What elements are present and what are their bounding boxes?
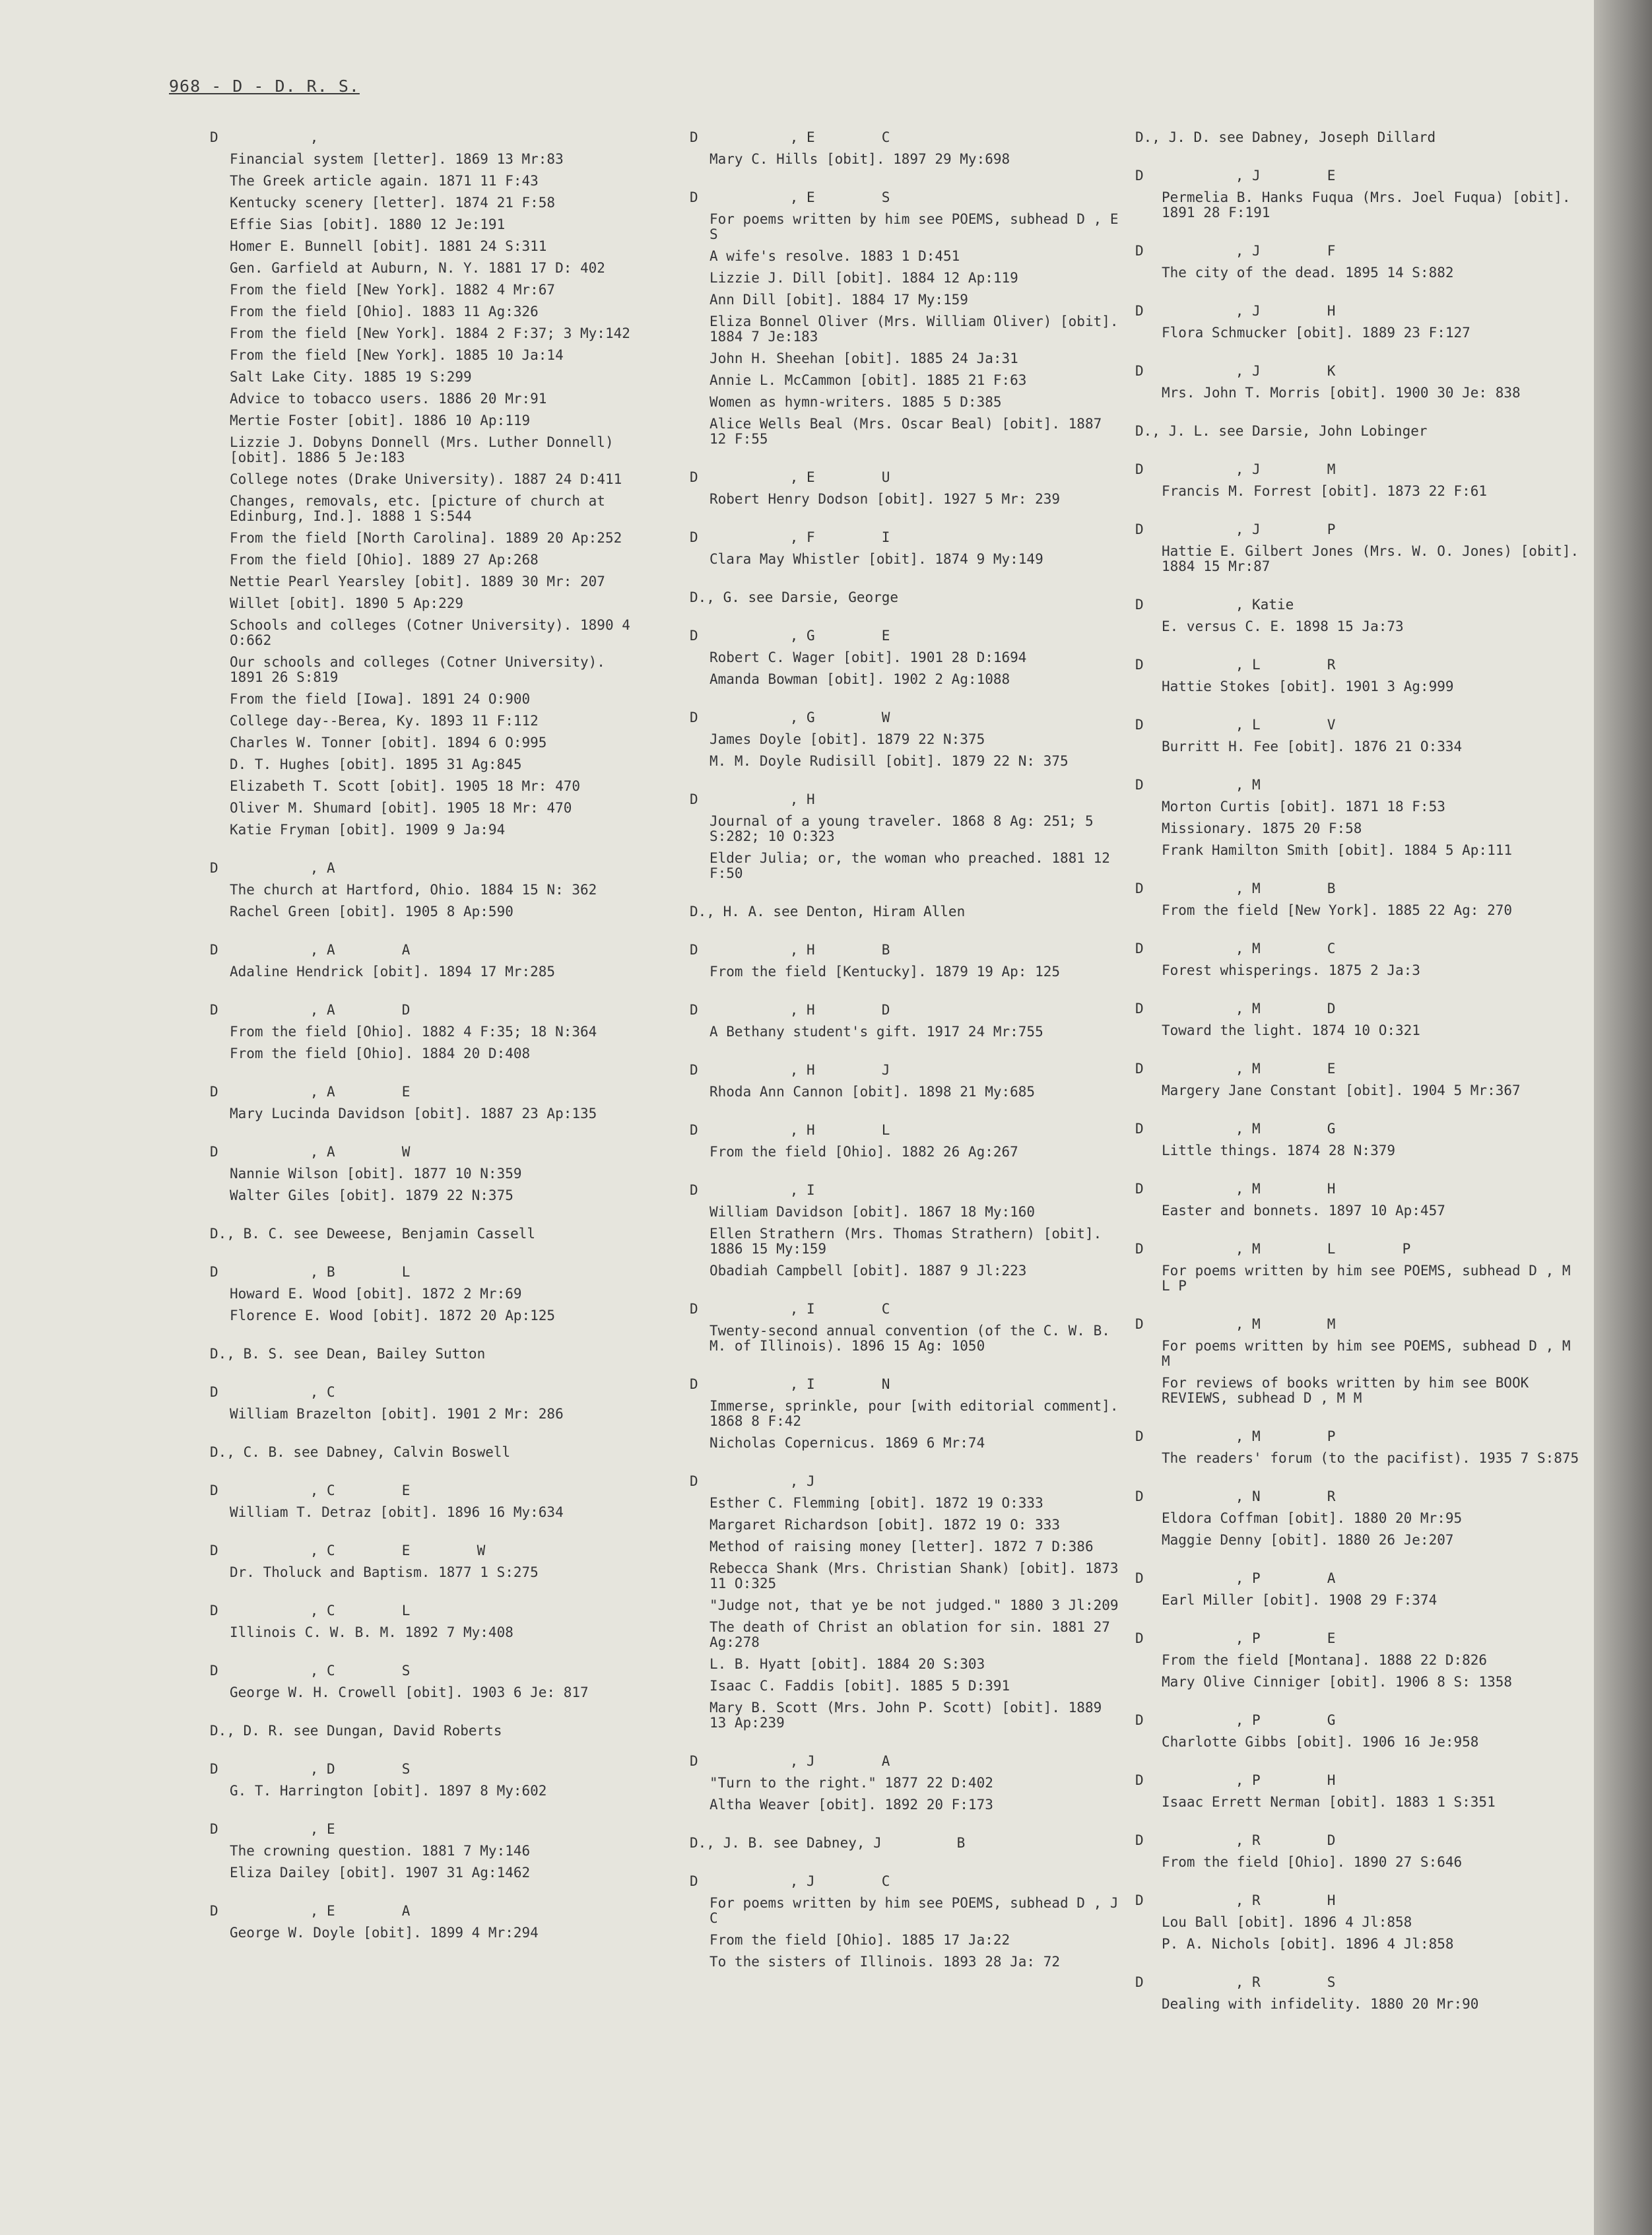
- entry-heading: D , A A: [210, 942, 411, 958]
- citation-line: Mary C. Hills [obit]. 1897 29 My:698: [710, 151, 1010, 167]
- citation-line: Illinois C. W. B. M. 1892 7 My:408: [230, 1624, 513, 1640]
- citation-line: Robert C. Wager [obit]. 1901 28 D:1694: [710, 650, 1027, 665]
- index-entry: [210, 1483, 645, 1520]
- citation-line: The readers' forum (to the pacifist). 1935 7 S:875: [1162, 1450, 1579, 1466]
- index-entry: [210, 1663, 645, 1700]
- citation-line: Willet [obit]. 1890 5 Ap:229: [230, 595, 464, 611]
- entry-heading: D , C L: [210, 1603, 411, 1618]
- index-entry: [210, 860, 645, 919]
- entry-heading: D., C. B. see Dabney, Calvin Boswell: [210, 1444, 511, 1460]
- citation-line: For reviews of books written by him see BOOK REVIEWS, subhead D , M M: [1162, 1375, 1529, 1406]
- citation-line: Francis M. Forrest [obit]. 1873 22 F:61: [1162, 483, 1488, 499]
- entry-heading: D , I N: [690, 1376, 890, 1392]
- entry-heading: D , J E: [1135, 168, 1336, 183]
- index-entry: [1135, 941, 1584, 978]
- index-entry: [690, 1002, 1125, 1040]
- citation-line: Ann Dill [obit]. 1884 17 My:159: [710, 292, 968, 308]
- entry-heading: D , M M: [1135, 1316, 1336, 1332]
- citation-line: From the field [New York]. 1885 22 Ag: 270: [1162, 902, 1513, 918]
- index-entry: [1135, 1832, 1584, 1870]
- entry-heading: D , M B: [1135, 881, 1336, 896]
- citation-line: Oliver M. Shumard [obit]. 1905 18 Mr: 470: [230, 800, 572, 816]
- entry-heading: D., J. D. see Dabney, Joseph Dillard: [1135, 129, 1436, 145]
- index-entry: [1135, 1772, 1584, 1810]
- entry-heading: D , H L: [690, 1122, 890, 1138]
- index-entry: [690, 529, 1125, 567]
- index-entry: [690, 1182, 1125, 1279]
- index-entry: [1135, 1892, 1584, 1952]
- entry-heading: D , E S: [690, 189, 890, 205]
- citation-line: William Davidson [obit]. 1867 18 My:160: [710, 1204, 1036, 1220]
- citation-line: The crowning question. 1881 7 My:146: [230, 1843, 531, 1859]
- citation-line: Clara May Whistler [obit]. 1874 9 My:149: [710, 551, 1043, 567]
- citation-line: Alice Wells Beal (Mrs. Oscar Beal) [obit]. 1887 12 F:55: [710, 416, 1102, 447]
- citation-line: Changes, removals, etc. [picture of church at Edinburg, Ind.]. 1888 1 S:544: [230, 493, 605, 524]
- entry-heading: D , M L P: [1135, 1241, 1411, 1257]
- citation-line: The city of the dead. 1895 14 S:882: [1162, 265, 1454, 281]
- citation-line: Twenty-second annual convention (of the C. W. B. M. of Illinois). 1896 15 Ag: 1050: [710, 1323, 1110, 1354]
- entry-heading: D , C E: [210, 1483, 411, 1498]
- entry-heading: D., J. L. see Darsie, John Lobinger: [1135, 423, 1428, 439]
- citation-line: From the field [Ohio]. 1883 11 Ag:326: [230, 304, 539, 319]
- citation-line: The death of Christ an oblation for sin. 1881 27 Ag:278: [710, 1619, 1110, 1650]
- citation-line: Financial system [letter]. 1869 13 Mr:83: [230, 151, 564, 167]
- citation-line: George W. H. Crowell [obit]. 1903 6 Je: 817: [230, 1685, 589, 1700]
- entry-heading: D , M C: [1135, 941, 1336, 956]
- citation-line: From the field [New York]. 1885 10 Ja:14: [230, 347, 564, 363]
- citation-line: Rebecca Shank (Mrs. Christian Shank) [obit]. 1873 11 O:325: [710, 1560, 1119, 1591]
- entry-heading: D , P H: [1135, 1772, 1336, 1788]
- citation-line: Eldora Coffman [obit]. 1880 20 Mr:95: [1162, 1510, 1463, 1526]
- index-entry: [690, 1376, 1125, 1451]
- index-entry: [210, 1603, 645, 1640]
- index-column-3: [1135, 129, 1584, 2034]
- citation-line: Missionary. 1875 20 F:58: [1162, 820, 1362, 836]
- citation-line: Charlotte Gibbs [obit]. 1906 16 Je:958: [1162, 1734, 1479, 1750]
- entry-heading: D , J: [690, 1473, 815, 1489]
- citation-line: For poems written by him see POEMS, subhead D , E S: [710, 211, 1119, 242]
- entry-heading: D , Katie: [1135, 597, 1294, 613]
- citation-line: Hattie Stokes [obit]. 1901 3 Ag:999: [1162, 679, 1454, 694]
- citation-line: From the field [Ohio]. 1882 26 Ag:267: [710, 1144, 1018, 1160]
- entry-heading: D , H D: [690, 1002, 890, 1018]
- citation-line: Salt Lake City. 1885 19 S:299: [230, 369, 472, 385]
- citation-line: Homer E. Bunnell [obit]. 1881 24 S:311: [230, 238, 547, 254]
- index-entry: [210, 1346, 645, 1362]
- entry-heading: D , J C: [690, 1873, 890, 1889]
- citation-line: Isaac Errett Nerman [obit]. 1883 1 S:351: [1162, 1794, 1496, 1810]
- citation-line: Burritt H. Fee [obit]. 1876 21 O:334: [1162, 739, 1463, 754]
- citation-line: Lizzie J. Dill [obit]. 1884 12 Ap:119: [710, 270, 1018, 286]
- citation-line: For poems written by him see POEMS, subhead D , M L P: [1162, 1263, 1571, 1294]
- citation-line: Eliza Bonnel Oliver (Mrs. William Oliver) [obit]. 1884 7 Je:183: [710, 314, 1119, 345]
- entry-heading: D , L R: [1135, 657, 1336, 673]
- citation-line: Maggie Denny [obit]. 1880 26 Je:207: [1162, 1532, 1454, 1548]
- index-entry: [210, 1002, 645, 1061]
- citation-line: "Judge not, that ye be not judged." 1880 3 Jl:209: [710, 1597, 1119, 1613]
- index-entry: [690, 628, 1125, 687]
- index-column-1: [210, 129, 645, 1963]
- entry-heading: D , N R: [1135, 1488, 1336, 1504]
- index-entry: [1135, 461, 1584, 499]
- citation-line: Elizabeth T. Scott [obit]. 1905 18 Mr: 470: [230, 778, 581, 794]
- citation-line: Lizzie J. Dobyns Donnell (Mrs. Luther Donnell) [obit]. 1886 5 Je:183: [230, 434, 614, 465]
- citation-line: Forest whisperings. 1875 2 Ja:3: [1162, 962, 1420, 978]
- index-entry: [690, 1753, 1125, 1813]
- index-column-2: [690, 129, 1125, 1992]
- index-entry: [210, 1761, 645, 1799]
- index-entry: [690, 1122, 1125, 1160]
- index-entry: [1135, 1001, 1584, 1038]
- citation-line: For poems written by him see POEMS, subhead D , M M: [1162, 1338, 1571, 1369]
- citation-line: Florence E. Wood [obit]. 1872 20 Ap:125: [230, 1308, 556, 1323]
- citation-line: Amanda Bowman [obit]. 1902 2 Ag:1088: [710, 671, 1010, 687]
- index-entry: [690, 1473, 1125, 1731]
- citation-line: Obadiah Campbell [obit]. 1887 9 Jl:223: [710, 1263, 1027, 1279]
- citation-line: From the field [Iowa]. 1891 24 O:900: [230, 691, 531, 707]
- citation-line: Mary Olive Cinniger [obit]. 1906 8 S: 1358: [1162, 1674, 1513, 1690]
- entry-heading: D , H J: [690, 1062, 890, 1078]
- citation-line: George W. Doyle [obit]. 1899 4 Mr:294: [230, 1925, 539, 1941]
- index-entry: [1135, 1488, 1584, 1548]
- citation-line: For poems written by him see POEMS, subhead D , J C: [710, 1895, 1119, 1926]
- entry-heading: D , L V: [1135, 717, 1336, 733]
- citation-line: Little things. 1874 28 N:379: [1162, 1143, 1396, 1158]
- citation-line: Margaret Richardson [obit]. 1872 19 O: 333: [710, 1517, 1061, 1533]
- citation-line: Mertie Foster [obit]. 1886 10 Ap:119: [230, 413, 531, 428]
- citation-line: Charles W. Tonner [obit]. 1894 6 O:995: [230, 735, 547, 751]
- index-entry: [1135, 303, 1584, 341]
- entry-heading: D., B. S. see Dean, Bailey Sutton: [210, 1346, 486, 1362]
- citation-line: Method of raising money [letter]. 1872 7 D:386: [710, 1539, 1094, 1554]
- entry-heading: D , A W: [210, 1144, 411, 1160]
- entry-heading: D , H: [690, 791, 815, 807]
- citation-line: Rhoda Ann Cannon [obit]. 1898 21 My:685: [710, 1084, 1036, 1100]
- citation-line: Katie Fryman [obit]. 1909 9 Ja:94: [230, 822, 506, 838]
- index-entry: [210, 1226, 645, 1242]
- index-entry: [690, 791, 1125, 881]
- citation-line: Mrs. John T. Morris [obit]. 1900 30 Je: 838: [1162, 385, 1521, 401]
- citation-line: Advice to tobacco users. 1886 20 Mr:91: [230, 391, 547, 407]
- citation-line: To the sisters of Illinois. 1893 28 Ja: 72: [710, 1954, 1061, 1970]
- index-entry: [210, 1264, 645, 1323]
- index-entry: [690, 1062, 1125, 1100]
- page-header: 968 - D - D. R. S.: [169, 77, 360, 96]
- index-entry: [1135, 521, 1584, 574]
- citation-line: G. T. Harrington [obit]. 1897 8 My:602: [230, 1783, 547, 1799]
- entry-heading: D , C E W: [210, 1543, 486, 1558]
- index-entry: [1135, 243, 1584, 281]
- index-entry: [690, 1301, 1125, 1354]
- entry-heading: D , E: [210, 1821, 335, 1837]
- citation-line: From the field [Ohio]. 1882 4 F:35; 18 N:364: [230, 1024, 597, 1040]
- entry-heading: D , R D: [1135, 1832, 1336, 1848]
- index-entry: [1135, 597, 1584, 634]
- citation-line: Adaline Hendrick [obit]. 1894 17 Mr:285: [230, 964, 556, 980]
- citation-line: Journal of a young traveler. 1868 8 Ag: 251; 5 S:282; 10 O:323: [710, 813, 1094, 844]
- index-entry: [1135, 1121, 1584, 1158]
- index-entry: [1135, 777, 1584, 858]
- citation-line: Lou Ball [obit]. 1896 4 Jl:858: [1162, 1914, 1412, 1930]
- entry-heading: D , H B: [690, 942, 890, 958]
- index-entry: [690, 589, 1125, 605]
- index-entry: [210, 129, 645, 838]
- book-spine-shadow: [1594, 0, 1652, 2235]
- entry-heading: D , E A: [210, 1903, 411, 1919]
- entry-heading: D , E U: [690, 469, 890, 485]
- citation-line: The church at Hartford, Ohio. 1884 15 N: 362: [230, 882, 597, 898]
- index-entry: [210, 1723, 645, 1739]
- citation-line: From the field [Montana]. 1888 22 D:826: [1162, 1652, 1488, 1668]
- index-entry: [1135, 1316, 1584, 1406]
- entry-heading: D , E C: [690, 129, 890, 145]
- citation-line: John H. Sheehan [obit]. 1885 24 Ja:31: [710, 350, 1018, 366]
- entry-heading: D , A: [210, 860, 335, 876]
- citation-line: From the field [Ohio]. 1889 27 Ap:268: [230, 552, 539, 568]
- citation-line: Our schools and colleges (Cotner University). 1891 26 S:819: [230, 654, 605, 685]
- citation-line: From the field [New York]. 1884 2 F:37; 3 My:142: [230, 325, 630, 341]
- citation-line: Eliza Dailey [obit]. 1907 31 Ag:1462: [230, 1865, 531, 1881]
- index-entry: [690, 942, 1125, 980]
- citation-line: Rachel Green [obit]. 1905 8 Ap:590: [230, 904, 513, 919]
- citation-line: Flora Schmucker [obit]. 1889 23 F:127: [1162, 325, 1470, 341]
- index-entry: [1135, 423, 1584, 439]
- index-entry: [1135, 1974, 1584, 2012]
- entry-heading: D , I: [690, 1182, 815, 1198]
- entry-heading: D , G W: [690, 710, 890, 725]
- citation-line: Esther C. Flemming [obit]. 1872 19 O:333: [710, 1495, 1043, 1511]
- citation-line: College notes (Drake University). 1887 24 D:411: [230, 471, 622, 487]
- citation-line: Nicholas Copernicus. 1869 6 Mr:74: [710, 1435, 985, 1451]
- index-entry: [210, 942, 645, 980]
- entry-heading: D , J H: [1135, 303, 1336, 319]
- citation-line: Morton Curtis [obit]. 1871 18 F:53: [1162, 799, 1445, 815]
- citation-line: Annie L. McCammon [obit]. 1885 21 F:63: [710, 372, 1027, 388]
- entry-heading: D ,: [210, 129, 319, 145]
- entry-heading: D., D. R. see Dungan, David Roberts: [210, 1723, 502, 1739]
- citation-line: Walter Giles [obit]. 1879 22 N:375: [230, 1187, 513, 1203]
- index-entry: [210, 1144, 645, 1203]
- citation-line: Margery Jane Constant [obit]. 1904 5 Mr:367: [1162, 1083, 1521, 1098]
- citation-line: From the field [Ohio]. 1884 20 D:408: [230, 1046, 531, 1061]
- citation-line: Effie Sias [obit]. 1880 12 Je:191: [230, 217, 506, 232]
- index-entry: [1135, 717, 1584, 754]
- entry-heading: D , A E: [210, 1084, 411, 1100]
- citation-line: Elder Julia; or, the woman who preached. 1881 12 F:50: [710, 850, 1110, 881]
- entry-heading: D , D S: [210, 1761, 411, 1777]
- citation-line: Dr. Tholuck and Baptism. 1877 1 S:275: [230, 1564, 539, 1580]
- citation-line: From the field [Ohio]. 1890 27 S:646: [1162, 1854, 1463, 1870]
- entry-heading: D , G E: [690, 628, 890, 644]
- citation-line: A wife's resolve. 1883 1 D:451: [710, 248, 960, 264]
- citation-line: A Bethany student's gift. 1917 24 Mr:755: [710, 1024, 1043, 1040]
- citation-line: The Greek article again. 1871 11 F:43: [230, 173, 539, 189]
- citation-line: James Doyle [obit]. 1879 22 N:375: [710, 731, 985, 747]
- entry-heading: D , C S: [210, 1663, 411, 1679]
- index-entry: [1135, 1630, 1584, 1690]
- entry-heading: D , J K: [1135, 363, 1336, 379]
- index-entry: [1135, 1061, 1584, 1098]
- citation-line: E. versus C. E. 1898 15 Ja:73: [1162, 618, 1404, 634]
- citation-line: Nettie Pearl Yearsley [obit]. 1889 30 Mr: 207: [230, 574, 605, 589]
- index-entry: [690, 904, 1125, 919]
- entry-heading: D , M P: [1135, 1428, 1336, 1444]
- entry-heading: D , M H: [1135, 1181, 1336, 1197]
- index-entry: [1135, 1181, 1584, 1218]
- citation-line: Gen. Garfield at Auburn, N. Y. 1881 17 D: 402: [230, 260, 605, 276]
- citation-line: William T. Detraz [obit]. 1896 16 My:634: [230, 1504, 564, 1520]
- index-entry: [1135, 1570, 1584, 1608]
- citation-line: P. A. Nichols [obit]. 1896 4 Jl:858: [1162, 1936, 1454, 1952]
- citation-line: Howard E. Wood [obit]. 1872 2 Mr:69: [230, 1286, 522, 1302]
- entry-heading: D , P G: [1135, 1712, 1336, 1728]
- index-entry: [1135, 129, 1584, 145]
- citation-line: L. B. Hyatt [obit]. 1884 20 S:303: [710, 1656, 985, 1672]
- entry-heading: D , A D: [210, 1002, 411, 1018]
- index-entry: [690, 189, 1125, 447]
- entry-heading: D , C: [210, 1384, 335, 1400]
- index-entry: [210, 1821, 645, 1881]
- entry-heading: D , R S: [1135, 1974, 1336, 1990]
- entry-heading: D., H. A. see Denton, Hiram Allen: [690, 904, 966, 919]
- entry-heading: D , J P: [1135, 521, 1336, 537]
- index-entry: [1135, 657, 1584, 694]
- entry-heading: D , M: [1135, 777, 1261, 793]
- citation-line: Isaac C. Faddis [obit]. 1885 5 D:391: [710, 1678, 1010, 1694]
- citation-line: Toward the light. 1874 10 O:321: [1162, 1022, 1420, 1038]
- citation-line: Frank Hamilton Smith [obit]. 1884 5 Ap:111: [1162, 842, 1513, 858]
- citation-line: M. M. Doyle Rudisill [obit]. 1879 22 N: 375: [710, 753, 1069, 769]
- index-entry: [1135, 363, 1584, 401]
- citation-line: Mary B. Scott (Mrs. John P. Scott) [obit]. 1889 13 Ap:239: [710, 1700, 1102, 1731]
- citation-line: Ellen Strathern (Mrs. Thomas Strathern) [obit]. 1886 15 My:159: [710, 1226, 1102, 1257]
- citation-line: College day--Berea, Ky. 1893 11 F:112: [230, 713, 539, 729]
- entry-heading: D., J. B. see Dabney, J B: [690, 1835, 966, 1851]
- citation-line: Immerse, sprinkle, pour [with editorial comment]. 1868 8 F:42: [710, 1398, 1119, 1429]
- entry-heading: D , I C: [690, 1301, 890, 1317]
- index-entry: [690, 129, 1125, 167]
- citation-line: From the field [Kentucky]. 1879 19 Ap: 125: [710, 964, 1061, 980]
- index-entry: [210, 1903, 645, 1941]
- citation-line: Permelia B. Hanks Fuqua (Mrs. Joel Fuqua) [obit]. 1891 28 F:191: [1162, 189, 1571, 220]
- index-entry: [1135, 881, 1584, 918]
- index-entry: [1135, 168, 1584, 220]
- index-entry: [1135, 1241, 1584, 1294]
- entry-heading: D , J A: [690, 1753, 890, 1769]
- citation-line: Altha Weaver [obit]. 1892 20 F:173: [710, 1797, 993, 1813]
- index-entry: [690, 1873, 1125, 1970]
- index-entry: [1135, 1428, 1584, 1466]
- citation-line: D. T. Hughes [obit]. 1895 31 Ag:845: [230, 756, 522, 772]
- citation-line: "Turn to the right." 1877 22 D:402: [710, 1775, 993, 1791]
- citation-line: From the field [Ohio]. 1885 17 Ja:22: [710, 1932, 1010, 1948]
- citation-line: Easter and bonnets. 1897 10 Ap:457: [1162, 1203, 1445, 1218]
- entry-heading: D., G. see Darsie, George: [690, 589, 899, 605]
- citation-line: Schools and colleges (Cotner University). 1890 4 O:662: [230, 617, 630, 648]
- citation-line: Women as hymn-writers. 1885 5 D:385: [710, 394, 1002, 410]
- index-entry: [210, 1384, 645, 1422]
- index-entry: [210, 1444, 645, 1460]
- entry-heading: D , P E: [1135, 1630, 1336, 1646]
- entry-heading: D , M D: [1135, 1001, 1336, 1017]
- index-entry: [690, 1835, 1125, 1851]
- index-entry: [1135, 1712, 1584, 1750]
- citation-line: From the field [North Carolina]. 1889 20 Ap:252: [230, 530, 622, 546]
- citation-line: Hattie E. Gilbert Jones (Mrs. W. O. Jones) [obit]. 1884 15 Mr:87: [1162, 543, 1579, 574]
- entry-heading: D , J M: [1135, 461, 1336, 477]
- citation-line: Robert Henry Dodson [obit]. 1927 5 Mr: 239: [710, 491, 1061, 507]
- citation-line: Mary Lucinda Davidson [obit]. 1887 23 Ap:135: [230, 1106, 597, 1121]
- citation-line: Earl Miller [obit]. 1908 29 F:374: [1162, 1592, 1437, 1608]
- entry-heading: D , R H: [1135, 1892, 1336, 1908]
- index-entry: [210, 1543, 645, 1580]
- index-entry: [690, 710, 1125, 769]
- entry-heading: D , F I: [690, 529, 890, 545]
- entry-heading: D , M E: [1135, 1061, 1336, 1077]
- citation-line: From the field [New York]. 1882 4 Mr:67: [230, 282, 556, 298]
- citation-line: Dealing with infidelity. 1880 20 Mr:90: [1162, 1996, 1479, 2012]
- citation-line: Kentucky scenery [letter]. 1874 21 F:58: [230, 195, 556, 211]
- entry-heading: D , M G: [1135, 1121, 1336, 1137]
- entry-heading: D , J F: [1135, 243, 1336, 259]
- index-entry: [690, 469, 1125, 507]
- citation-line: Nannie Wilson [obit]. 1877 10 N:359: [230, 1166, 522, 1182]
- entry-heading: D , P A: [1135, 1570, 1336, 1586]
- entry-heading: D , B L: [210, 1264, 411, 1280]
- entry-heading: D., B. C. see Deweese, Benjamin Cassell: [210, 1226, 536, 1242]
- index-entry: [210, 1084, 645, 1121]
- citation-line: William Brazelton [obit]. 1901 2 Mr: 286: [230, 1406, 564, 1422]
